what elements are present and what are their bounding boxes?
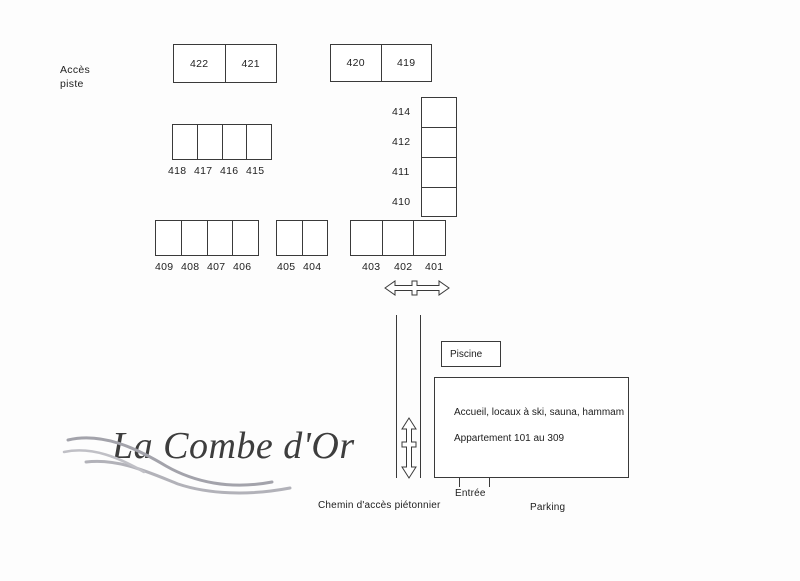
label-piscine: Piscine bbox=[450, 349, 483, 360]
reception-line1: Accueil, locaux à ski, sauna, hammam bbox=[454, 407, 625, 418]
label-entree: Entrée bbox=[455, 488, 486, 499]
block-418-415 bbox=[172, 124, 272, 160]
label-unit-415: 415 bbox=[246, 165, 265, 177]
label-chemin: Chemin d'accès piétonnier bbox=[318, 500, 441, 511]
label-unit-404: 404 bbox=[303, 261, 322, 273]
label-unit-403: 403 bbox=[362, 261, 381, 273]
label-unit-412: 412 bbox=[392, 136, 411, 148]
unit-410-cell bbox=[422, 188, 456, 218]
block-403-401 bbox=[350, 220, 446, 256]
unit-416-cell bbox=[223, 125, 248, 159]
unit-418-cell bbox=[173, 125, 198, 159]
label-unit-417: 417 bbox=[194, 165, 213, 177]
unit-404-cell bbox=[303, 221, 328, 255]
reception-building bbox=[434, 377, 629, 478]
label-unit-411: 411 bbox=[392, 166, 410, 178]
unit-421: 421 bbox=[241, 57, 260, 70]
unit-414-cell bbox=[422, 98, 456, 128]
block-414-410 bbox=[421, 97, 457, 217]
pool-box bbox=[441, 341, 501, 367]
block-409-406 bbox=[155, 220, 259, 256]
label-unit-401: 401 bbox=[425, 261, 444, 273]
label-unit-410: 410 bbox=[392, 196, 411, 208]
path-line-right bbox=[420, 315, 421, 478]
entrance-tick-right bbox=[489, 478, 490, 487]
unit-409-cell bbox=[156, 221, 182, 255]
reception-line2: Appartement 101 au 309 bbox=[454, 433, 565, 444]
logo-text: La Combe d'Or bbox=[112, 425, 355, 467]
label-acces-piste-line2: piste bbox=[60, 78, 84, 90]
unit-408-cell bbox=[182, 221, 208, 255]
label-unit-414: 414 bbox=[392, 106, 411, 118]
unit-411-cell bbox=[422, 158, 456, 188]
unit-417-cell bbox=[198, 125, 223, 159]
unit-401-cell bbox=[414, 221, 445, 255]
label-acces-piste-line1: Accès bbox=[60, 64, 91, 76]
unit-405-cell bbox=[277, 221, 303, 255]
unit-412-cell bbox=[422, 128, 456, 158]
unit-420: 420 bbox=[331, 45, 382, 81]
unit-415-cell bbox=[247, 125, 271, 159]
two-way-vertical-arrow-icon bbox=[400, 418, 418, 478]
block-420-419 bbox=[330, 44, 432, 82]
entrance-tick-left bbox=[459, 478, 460, 487]
unit-402-cell bbox=[383, 221, 415, 255]
unit-403-cell bbox=[351, 221, 383, 255]
label-unit-418: 418 bbox=[168, 165, 187, 177]
unit-407-cell bbox=[208, 221, 234, 255]
label-unit-402: 402 bbox=[394, 261, 413, 273]
label-unit-416: 416 bbox=[220, 165, 239, 177]
label-unit-409: 409 bbox=[155, 261, 174, 273]
label-unit-406: 406 bbox=[233, 261, 252, 273]
block-405-404 bbox=[276, 220, 328, 256]
swoosh-decoration-icon bbox=[62, 432, 302, 500]
unit-419: 419 bbox=[397, 57, 416, 69]
label-unit-407: 407 bbox=[207, 261, 226, 273]
block-422-421 bbox=[173, 44, 277, 83]
label-unit-405: 405 bbox=[277, 261, 296, 273]
unit-422: 422 bbox=[174, 45, 226, 82]
label-parking: Parking bbox=[530, 502, 566, 513]
path-line-left bbox=[396, 315, 397, 478]
unit-406-cell bbox=[233, 221, 258, 255]
label-unit-408: 408 bbox=[181, 261, 200, 273]
two-way-horizontal-arrow-icon bbox=[385, 278, 449, 298]
